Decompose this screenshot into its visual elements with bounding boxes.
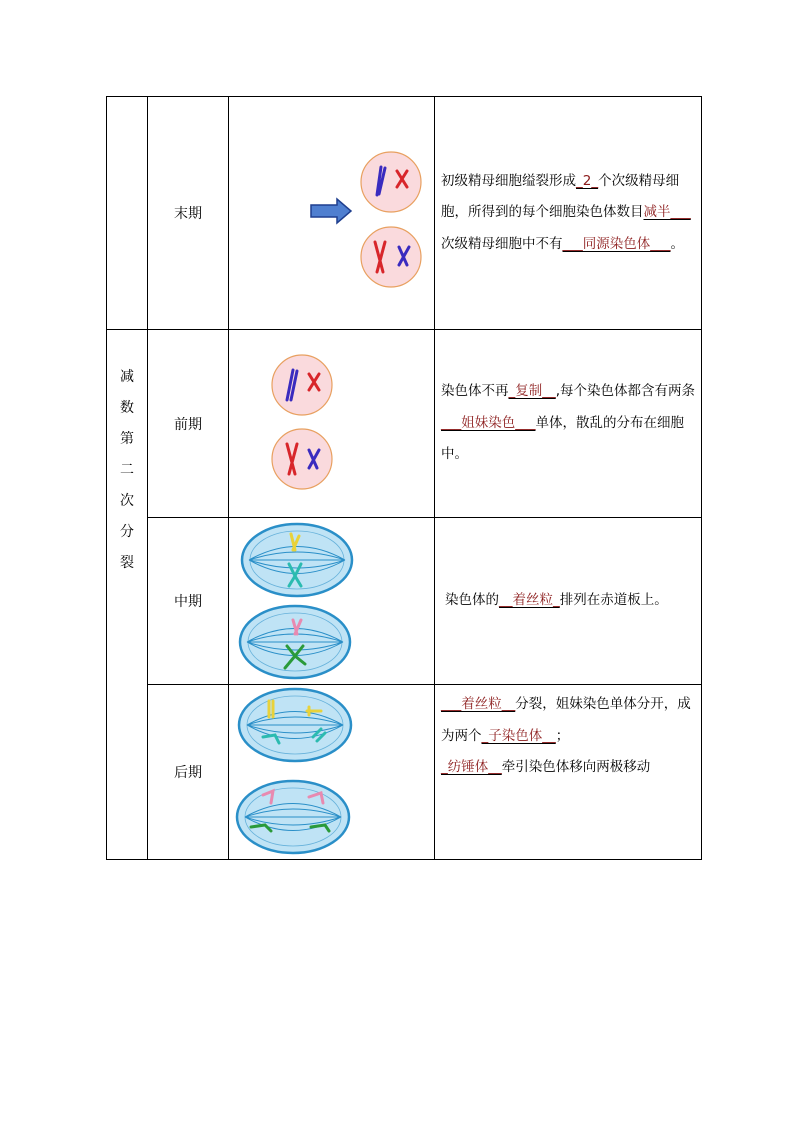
text-segment: 初级精母细胞缢裂形成 bbox=[441, 172, 576, 189]
spindle-cell-bottom bbox=[237, 781, 349, 853]
answer-blank: ___姐妹染色___ bbox=[441, 414, 536, 431]
illustration-anaphase-ii bbox=[229, 685, 435, 860]
answer-blank: __着丝粒_ bbox=[499, 592, 560, 609]
text-segment: 染色体的 bbox=[445, 592, 499, 609]
division-label bbox=[107, 330, 148, 860]
text-segment: 次级精母细胞中不有 bbox=[441, 235, 563, 252]
division-char: 裂 bbox=[120, 555, 134, 571]
arrow-icon bbox=[311, 199, 351, 223]
text-segment: 染色体不再 bbox=[441, 383, 509, 400]
prophase-ii-figure bbox=[229, 330, 434, 518]
text-segment: 分裂，姐妹染色单体分开，成为两个 bbox=[441, 696, 691, 744]
description-anaphase-ii bbox=[435, 685, 702, 860]
table-row bbox=[107, 685, 702, 860]
division-char: 减 bbox=[120, 369, 134, 385]
illustration-metaphase-ii bbox=[229, 518, 435, 685]
description-prophase-ii bbox=[435, 330, 702, 518]
text-segment: 单体，散乱的分布在细胞中。 bbox=[441, 414, 684, 463]
stage-label: 前期 bbox=[148, 330, 229, 518]
text-segment: ,每个染色体都含有两条 bbox=[555, 383, 696, 400]
metaphase-ii-figure bbox=[229, 518, 434, 685]
text-segment: 个次级精母细胞，所得到的每个细胞染色体数目 bbox=[441, 172, 680, 221]
cell-top bbox=[272, 355, 332, 415]
description-telophase-i bbox=[435, 97, 702, 330]
cell-bottom bbox=[361, 227, 421, 287]
cell-bottom bbox=[272, 429, 332, 489]
cell-top bbox=[361, 152, 421, 212]
illustration-prophase-ii bbox=[229, 330, 435, 518]
text-segment: 。 bbox=[670, 235, 684, 252]
spindle-cell-bottom bbox=[240, 606, 350, 678]
division-char: 二 bbox=[120, 462, 134, 478]
answer-blank: ___着丝粒__ bbox=[441, 696, 516, 712]
division-char: 第 bbox=[120, 431, 134, 447]
spindle-cell-top bbox=[239, 689, 351, 761]
text-segment: 排列在赤道板上。 bbox=[559, 592, 668, 609]
telophase-i-figure bbox=[229, 97, 434, 330]
anaphase-ii-figure bbox=[229, 685, 434, 860]
spindle-cell-top bbox=[242, 524, 352, 596]
answer-blank: 减半___ bbox=[643, 204, 691, 221]
text-segment: 牵引染色体移向两极移动 bbox=[501, 759, 651, 775]
stage-label: 后期 bbox=[148, 685, 229, 860]
illustration-telophase-i bbox=[229, 97, 435, 330]
stage-label: 末期 bbox=[148, 97, 229, 330]
division-char: 数 bbox=[120, 400, 134, 416]
division-char: 次 bbox=[120, 493, 134, 509]
description-metaphase-ii bbox=[435, 518, 702, 685]
answer-blank: _2_ bbox=[576, 172, 599, 189]
answer-blank: _纺锤体__ bbox=[441, 759, 502, 775]
meiosis-table bbox=[106, 96, 702, 860]
table-row bbox=[107, 518, 702, 685]
answer-blank: _子染色体__ bbox=[481, 727, 556, 744]
answer-blank: ___同源染色体___ bbox=[562, 235, 671, 252]
table-row bbox=[107, 330, 702, 518]
division-cell-empty bbox=[107, 97, 148, 330]
table-row bbox=[107, 97, 702, 330]
text-segment: ； bbox=[555, 727, 570, 744]
answer-blank: _复制__ bbox=[508, 383, 556, 400]
stage-label: 中期 bbox=[148, 518, 229, 685]
division-char: 分 bbox=[120, 524, 134, 540]
